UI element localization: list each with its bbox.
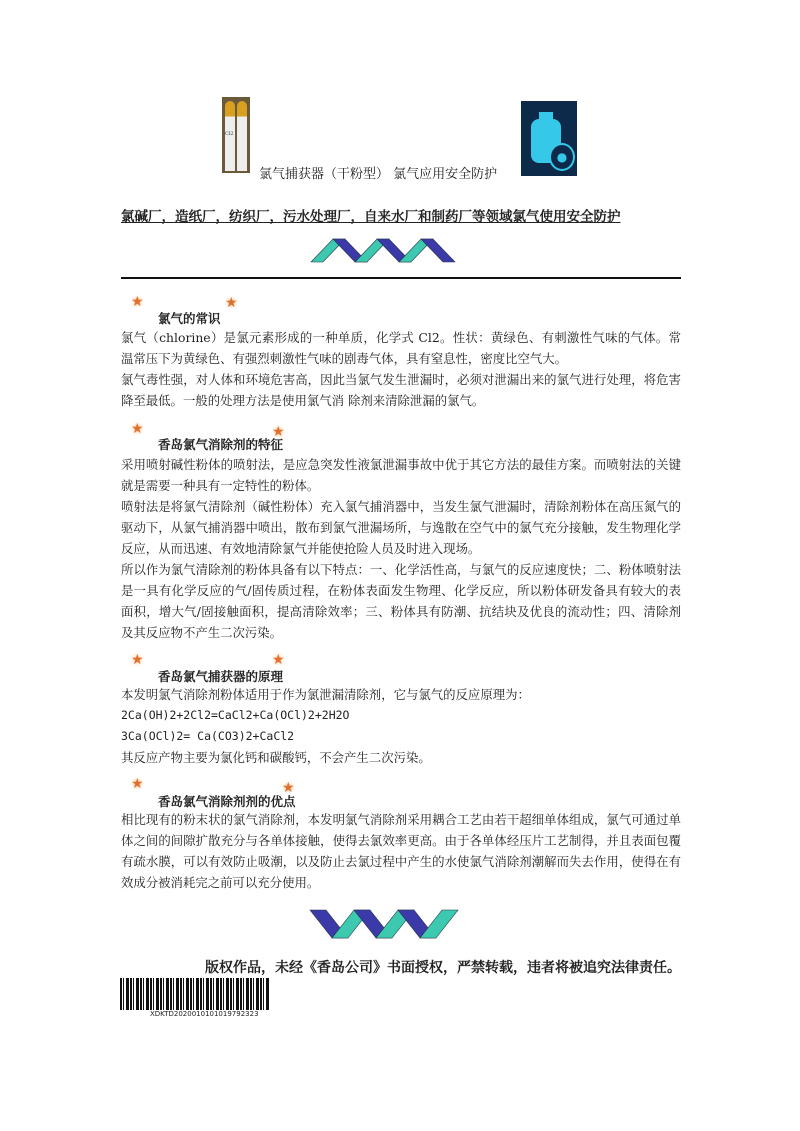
formula: 3Ca(OCl)2= Ca(CO3)2+CaCl2 xyxy=(121,729,295,743)
paragraph: 采用喷射碱性粉体的喷射法，是应急突发性液氯泄漏事故中优于其它方法的最佳方案。而喷射法的关键就是需要一种具有一定特性的粉体。 xyxy=(121,457,681,493)
barcode-text: XDKTD2020010101019792323 xyxy=(150,1010,259,1018)
section-body xyxy=(121,684,681,768)
section-body xyxy=(121,327,681,411)
section-body xyxy=(121,809,681,893)
star-icon: ★ xyxy=(131,421,144,437)
section-heading: 香岛氯气消除剂的特征 xyxy=(158,437,284,452)
star-icon: ★ xyxy=(131,294,144,310)
section-heading: 香岛氯气消除剂剂的优点 xyxy=(158,794,296,809)
section-heading: 香岛氯气捕获器的原理 xyxy=(158,669,284,684)
zigzag-ornament-bottom xyxy=(290,906,490,942)
paragraph: 氯气毒性强，对人体和环境危害高，因此当氯气发生泄漏时，必须对泄漏出来的氯气进行处理，将危害降至最低。一般的处理方法是使用氯气消 除剂来清除泄漏的氯气。 xyxy=(121,372,681,408)
paragraph: 所以作为氯气清除剂的粉体具备有以下特点：一、化学活性高，与氯气的反应速度快；二、粉体喷射法是一具有化学反应的气/固传质过程，在粉体表面发生物理、化学反应，所以粉体研发备具有较大的表面积，增大气/固接触面积，提高清除效率；三、粉体具有防潮、抗结块及优良的流动性；四、清除剂及其反应物不产生二次污染。 xyxy=(121,562,681,640)
section-body xyxy=(121,454,681,643)
divider xyxy=(121,277,681,279)
chlorine-cylinder-image xyxy=(222,97,250,173)
zigzag-ornament-top xyxy=(305,237,475,265)
cylinder-label: Cl2 xyxy=(225,131,234,137)
star-icon: ★ xyxy=(282,780,295,796)
gas-bottle-safety-icon: ● xyxy=(521,101,577,176)
barcode xyxy=(120,978,270,1010)
subtitle: 氯碱厂，造纸厂，纺织厂，污水处理厂，自来水厂和制药厂等领域氯气使用安全防护 xyxy=(121,209,621,225)
star-icon: ★ xyxy=(131,652,144,668)
formula: 2Ca(OH)2+2Cl2=CaCl2+Ca(OCl)2+2H2O xyxy=(121,708,350,722)
paragraph: 氯气（chlorine）是氯元素形成的一种单质，化学式 Cl2。性状：黄绿色、有刺激性气味的气体。常温常压下为黄绿色、有强烈刺激性气味的剧毒气体，具有窒息性，密度比空气大。 xyxy=(121,330,681,366)
paragraph: 相比现有的粉末状的氯气消除剂，本发明氯气消除剂采用耦合工艺由若干超细单体组成，氯气可通过单体之间的间隙扩散充分与各单体接触，使得去氯效率更高。由于各单体经压片工艺制得，并且表面包覆有疏水膜，可以有效防止吸潮，以及防止去氯过程中产生的水使氯气消除剂潮解而失去作用，使得在有效成分被消耗完之前可以充分使用。 xyxy=(121,812,681,890)
section-heading: 氯气的常识 xyxy=(158,311,221,326)
copyright-notice: 版权作品，未经《香岛公司》书面授权，严禁转载，违者将被追究法律责任。 xyxy=(205,960,681,976)
star-icon: ★ xyxy=(272,652,285,668)
star-icon: ★ xyxy=(272,424,285,440)
paragraph: 其反应产物主要为氯化钙和碳酸钙，不会产生二次污染。 xyxy=(121,750,431,765)
paragraph: 本发明氯气消除剂粉体适用于作为氯泄漏清除剂，它与氯气的反应原理为： xyxy=(121,687,530,702)
paragraph: 喷射法是将氯气清除剂（碱性粉体）充入氯气捕消器中，当发生氯气泄漏时，清除剂粉体在高压氮气的驱动下，从氯气捕消器中喷出，散布到氯气泄漏场所，与逸散在空气中的氯气充分接触，发生物理化学反应，从而迅速、有效地清除氯气并能使抢险人员及时进入现场。 xyxy=(121,499,681,556)
product-caption: 氯气捕获器（干粉型） 氯气应用安全防护 xyxy=(259,167,498,182)
star-icon: ★ xyxy=(131,776,144,792)
star-icon: ★ xyxy=(225,295,238,311)
